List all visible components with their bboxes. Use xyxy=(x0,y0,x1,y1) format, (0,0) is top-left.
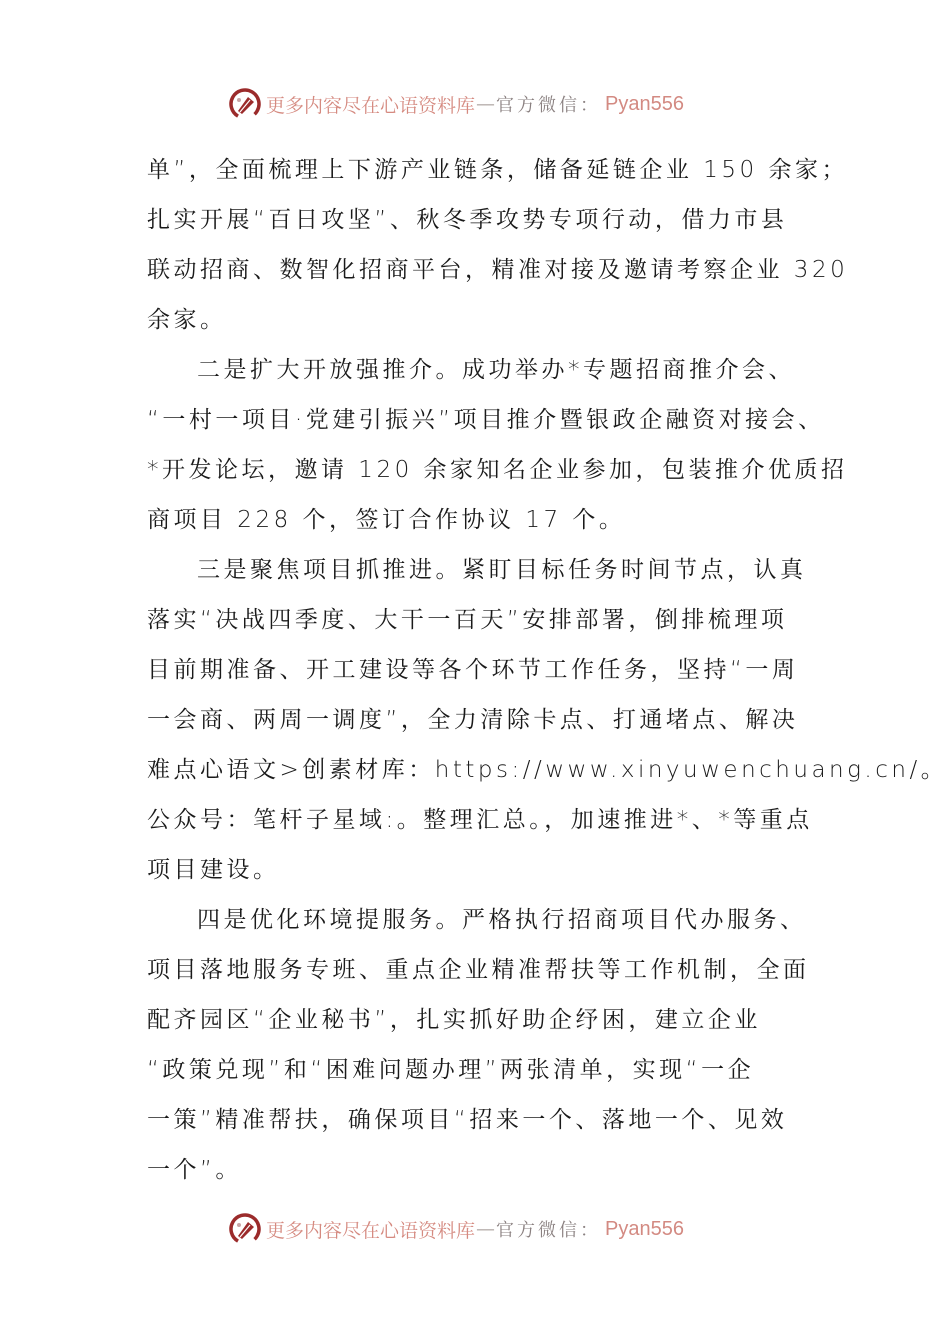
body-line: 落实“决战四季度、大干一百天”安排部署，倒排梳理项 xyxy=(147,607,788,633)
pen-nib-icon xyxy=(228,87,262,121)
body-line: 单”，全面梳理上下游产业链条，储备延链企业 150 余家； xyxy=(147,157,848,183)
banner-main-text: 更多内容尽在心语资料库 xyxy=(266,94,476,117)
banner-wechat-handle: Pyan556 xyxy=(605,1217,684,1240)
banner-wechat-handle: Pyan556 xyxy=(605,92,684,115)
body-line-url: 难点心语文>创素材库：https://www.xinyuwenchuang.cn/。 xyxy=(147,757,948,783)
body-line: 目前期准备、开工建设等各个环节工作任务，坚持“一周 xyxy=(147,657,799,683)
banner-main-text: 更多内容尽在心语资料库 xyxy=(266,1219,476,1242)
paragraph-start-line: 三是聚焦项目抓推进。紧盯目标任务时间节点，认真 xyxy=(197,557,807,583)
body-line: 一策”精准帮扶，确保项目“招来一个、落地一个、见效 xyxy=(147,1107,788,1133)
pen-nib-icon xyxy=(228,1212,262,1246)
header-banner xyxy=(228,86,728,122)
banner-wechat-label: 官方微信： xyxy=(496,1220,602,1241)
body-line: “政策兑现”和“困难问题办理”两张清单，实现“一企 xyxy=(147,1057,755,1083)
body-line: 公众号：笔杆子星域:。整理汇总。，加速推进*、*等重点 xyxy=(147,807,813,833)
paragraph-start-line: 二是扩大开放强推介。成功举办*专题招商推介会、 xyxy=(197,357,795,383)
body-line: *开发论坛，邀请 120 余家知名企业参加，包装推介优质招 xyxy=(147,457,848,483)
body-line: 商项目 228 个，签订合作协议 17 个。 xyxy=(147,507,626,533)
body-line: 扎实开展“百日攻坚”、秋冬季攻势专项行动，借力市县 xyxy=(147,207,788,233)
body-line: 余家。 xyxy=(147,307,227,333)
banner-wechat-label: 官方微信： xyxy=(496,95,602,116)
body-line: 一个”。 xyxy=(147,1157,242,1183)
body-line: 联动招商、数智化招商平台，精准对接及邀请考察企业 320 xyxy=(147,257,849,283)
banner-dash: — xyxy=(476,93,496,115)
document-body xyxy=(147,148,948,1198)
body-line: 项目建设。 xyxy=(147,857,280,883)
body-line: 配齐园区“企业秘书”，扎实抓好助企纾困，建立企业 xyxy=(147,1007,761,1033)
footer-banner xyxy=(228,1211,728,1247)
body-line: 一会商、两周一调度”，全力清除卡点、打通堵点、解决 xyxy=(147,707,799,733)
body-line: “一村一项目·党建引振兴”项目推介暨银政企融资对接会、 xyxy=(147,407,825,433)
body-line: 项目落地服务专班、重点企业精准帮扶等工作机制，全面 xyxy=(147,957,810,983)
paragraph-start-line: 四是优化环境提服务。严格执行招商项目代办服务、 xyxy=(197,907,807,933)
banner-dash: — xyxy=(476,1218,496,1240)
